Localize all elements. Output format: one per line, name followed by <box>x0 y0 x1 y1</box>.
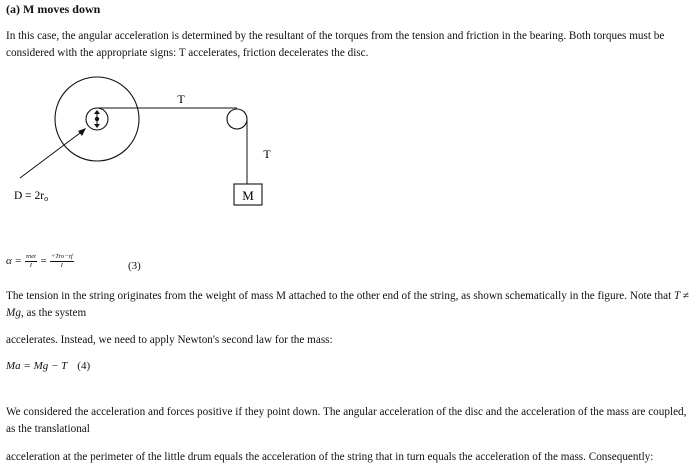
section-heading: (a) M moves down <box>6 2 101 16</box>
tension-label-side: T <box>263 147 271 161</box>
equation-3: α = $\frac{\text{τnet}}{I}$ = $\frac{\text{+Tro−τf}}{I}$ <box>6 253 73 269</box>
mass-label: M <box>242 188 254 203</box>
pulley-circle <box>227 109 247 129</box>
fraction-torques: $\frac{\text{+Tro−τf}}{I}$ <box>50 253 73 269</box>
coupling-paragraph: We considered the acceleration and forces positive if they point down. The angular acceleration of the disc and the acceleration of the mass are coupled, as the translational <box>6 406 687 435</box>
tension-paragraph: The tension in the string originates from the weight of mass M attached to the other end of the string, as shown schematically in the figure. Note that T ≠ Mg, as the system <box>6 290 689 319</box>
newton-paragraph: accelerates. Instead, we need to apply Newton's second law for the mass: <box>6 334 333 346</box>
fraction-net-torque: $\frac{\text{τnet}}{I}$ <box>25 253 36 269</box>
tension-label-top: T <box>177 92 185 106</box>
diameter-arrowhead-icon <box>78 128 86 136</box>
equation-4-number: (4) <box>77 360 91 372</box>
consequence-paragraph: acceleration at the perimeter of the little drum equals the acceleration of the string that in turn equals the acceleration of the mass. Consequently: <box>6 451 654 463</box>
intro-paragraph: In this case, the angular acceleration is determined by the resultant of the torques from the tension and friction in the bearing. Both torques must be considered with the appropriate signs: T accelerates, friction decelerates the disc. <box>6 30 665 59</box>
equation-4: Ma = Mg − T (4) <box>6 360 91 372</box>
equation-3-number: (3) <box>128 260 141 272</box>
diameter-label: D = 2ro <box>14 190 49 203</box>
